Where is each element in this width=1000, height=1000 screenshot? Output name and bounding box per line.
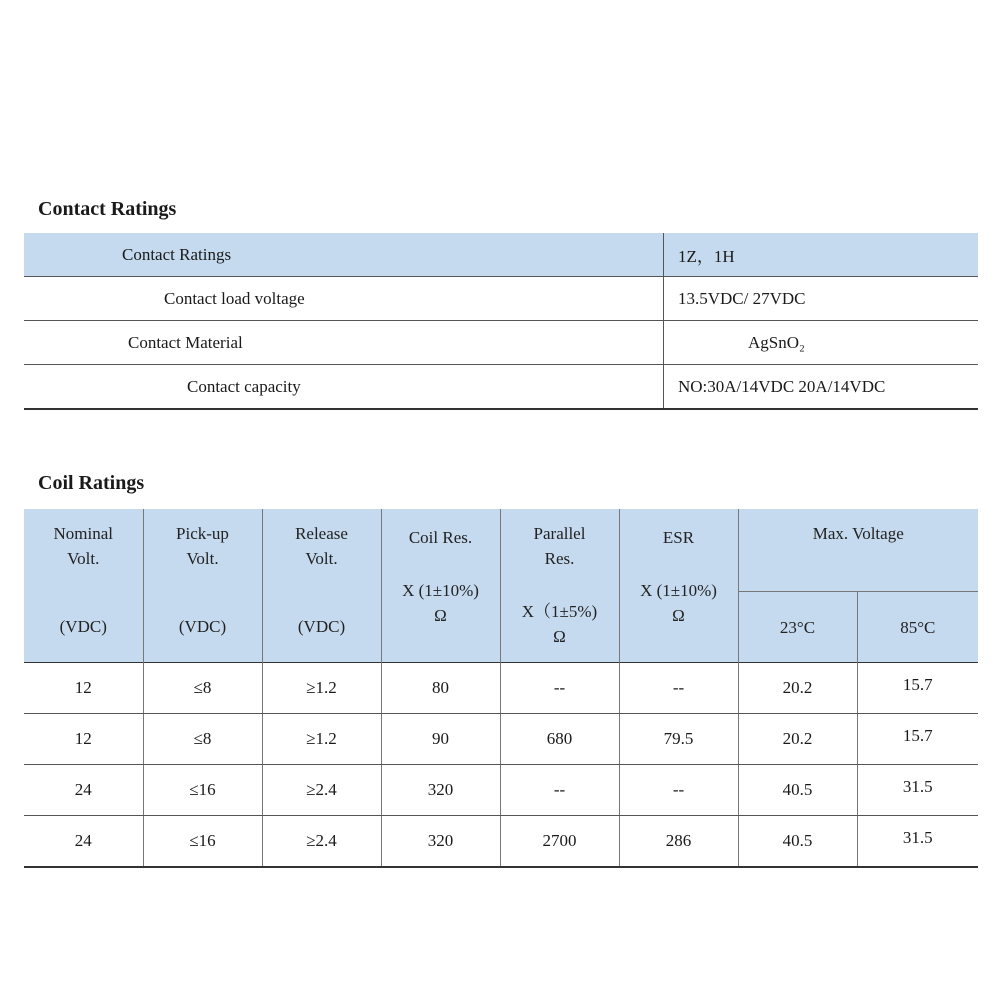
header-release-volt (262, 509, 381, 663)
cell-release: ≥1.2 (262, 714, 381, 765)
header-unit: (VDC) (59, 617, 107, 636)
cell-release: ≥2.4 (262, 816, 381, 868)
contact-value: 13.5VDC/ 27VDC (664, 277, 979, 321)
cell-nominal: 12 (24, 663, 143, 714)
header-23c: 23°C (738, 592, 857, 663)
contact-ratings-table (24, 233, 978, 410)
cell-coil-res: 320 (381, 816, 500, 868)
table-row (24, 233, 978, 277)
contact-value: NO:30A/14VDC 20A/14VDC (664, 365, 979, 410)
header-text: X（1±5%) (521, 602, 598, 621)
cell-pickup: ≤8 (143, 663, 262, 714)
cell-release: ≥2.4 (262, 765, 381, 816)
header-text: Release (295, 524, 348, 543)
cell-esr: -- (619, 663, 738, 714)
contact-value: AgSnO₂ (664, 321, 979, 365)
cell-parallel: -- (500, 765, 619, 816)
table-row (24, 765, 978, 816)
cell-85c: 15.7 (857, 663, 978, 714)
table-row (24, 714, 978, 765)
cell-esr: -- (619, 765, 738, 816)
cell-pickup: ≤16 (143, 765, 262, 816)
header-nominal-volt (24, 509, 143, 663)
header-text: Volt. (67, 549, 100, 568)
header-text: Parallel (533, 524, 586, 543)
table-row (24, 277, 978, 321)
cell-release: ≥1.2 (262, 663, 381, 714)
table-row (24, 321, 978, 365)
cell-nominal: 24 (24, 816, 143, 868)
table-row (24, 816, 978, 868)
cell-pickup: ≤8 (143, 714, 262, 765)
cell-parallel: 680 (500, 714, 619, 765)
cell-pickup: ≤16 (143, 816, 262, 868)
header-text: X (1±10%) (640, 581, 717, 600)
cell-23c: 20.2 (738, 714, 857, 765)
cell-coil-res: 80 (381, 663, 500, 714)
table-row (24, 663, 978, 714)
contact-label: Contact capacity (24, 365, 664, 410)
header-unit: (VDC) (297, 617, 346, 636)
header-text: ESR (662, 528, 695, 547)
header-text: Volt. (305, 549, 338, 568)
contact-label: Contact Material (24, 321, 664, 365)
header-text: X (1±10%) (402, 581, 479, 600)
contact-value: 1Z，1H (664, 233, 979, 277)
cell-coil-res: 90 (381, 714, 500, 765)
cell-nominal: 12 (24, 714, 143, 765)
header-parallel-res (500, 509, 619, 663)
header-esr (619, 509, 738, 663)
coil-ratings-title: Coil Ratings (38, 472, 145, 494)
header-unit: Ω (434, 606, 447, 625)
cell-23c: 20.2 (738, 663, 857, 714)
contact-ratings-title: Contact Ratings (38, 198, 177, 220)
cell-85c: 31.5 (857, 765, 978, 816)
cell-23c: 40.5 (738, 816, 857, 868)
header-text: Nominal (53, 524, 113, 543)
cell-esr: 79.5 (619, 714, 738, 765)
header-unit: (VDC) (178, 617, 227, 636)
header-coil-res (381, 509, 500, 663)
table-row (24, 365, 978, 410)
header-max-voltage: Max. Voltage (738, 509, 978, 592)
header-text: Pick-up (176, 524, 229, 543)
cell-85c: 31.5 (857, 816, 978, 868)
cell-parallel: -- (500, 663, 619, 714)
contact-label: Contact load voltage (24, 277, 664, 321)
coil-ratings-table (24, 509, 978, 868)
cell-nominal: 24 (24, 765, 143, 816)
cell-coil-res: 320 (381, 765, 500, 816)
header-text: Coil Res. (408, 528, 473, 547)
cell-85c: 15.7 (857, 714, 978, 765)
header-text: Volt. (186, 549, 219, 568)
header-pickup-volt (143, 509, 262, 663)
cell-esr: 286 (619, 816, 738, 868)
header-unit: Ω (553, 627, 566, 646)
cell-parallel: 2700 (500, 816, 619, 868)
header-unit: Ω (672, 606, 685, 625)
cell-23c: 40.5 (738, 765, 857, 816)
header-text: Res. (544, 549, 575, 568)
header-85c: 85°C (857, 592, 978, 663)
contact-label: Contact Ratings (24, 233, 664, 277)
